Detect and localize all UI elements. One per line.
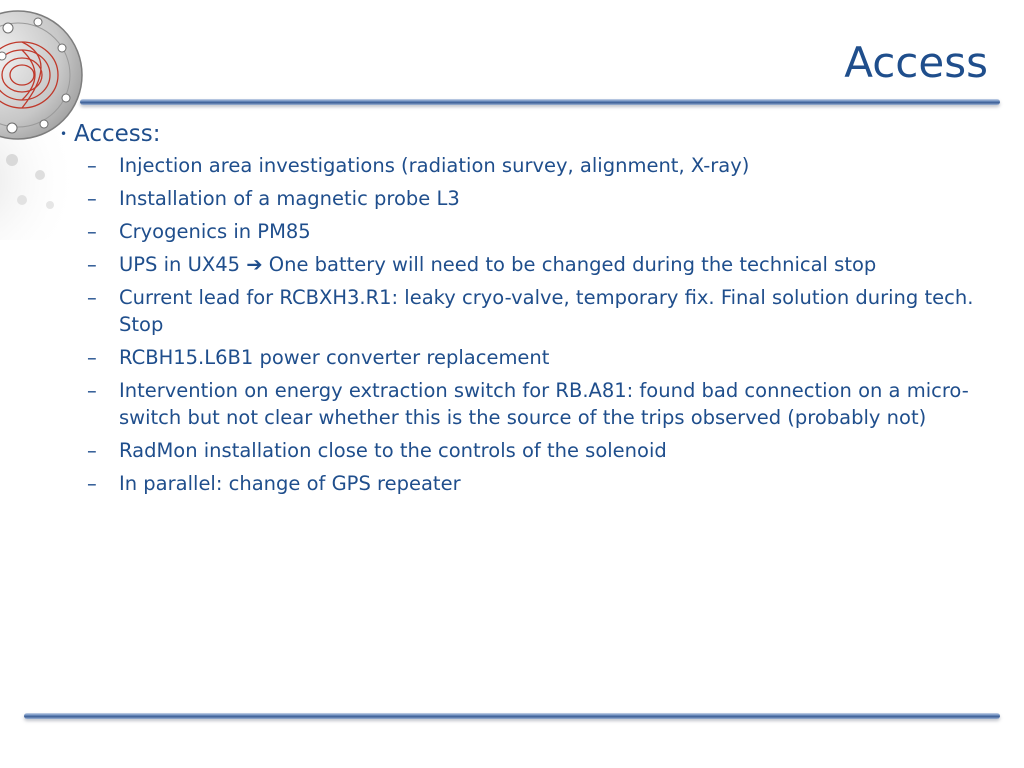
list-item [60,284,995,338]
list-item-text: RCBH15.L6B1 power converter replacement [119,346,550,369]
dash-bullet: – [87,220,97,243]
list-item-text: Cryogenics in PM85 [119,220,311,243]
list-item [60,437,995,464]
list-item [60,344,995,371]
dash-bullet: – [87,187,97,210]
dash-bullet: – [87,379,97,402]
dash-bullet: – [87,253,97,276]
dash-bullet: – [87,439,97,462]
dash-bullet: – [87,154,97,177]
slide-title: Access [844,38,988,87]
list-item-text: In parallel: change of GPS repeater [119,472,461,495]
list-item-text: Intervention on energy extraction switch for RB.A81: found bad connection on a micro-switch but not clear whether this is the source of the trips observed (probably not) [119,379,969,429]
access-item-list [60,152,995,497]
list-item [60,251,995,278]
list-item [60,185,995,212]
list-item [60,218,995,245]
list-item-text-before: UPS in UX45 [119,253,247,276]
title-divider [80,99,1000,105]
list-item [60,377,995,431]
section-heading-text: Access: [74,121,161,147]
list-item-text: Current lead for RCBXH3.R1: leaky cryo-valve, temporary fix. Final solution during tech. Stop [119,286,974,336]
list-item-text: Injection area investigations (radiation survey, alignment, X-ray) [119,154,750,177]
section-heading [60,118,995,150]
dash-bullet: – [87,472,97,495]
list-item-text-after: One battery will need to be changed during the technical stop [262,253,877,276]
dash-bullet: – [87,286,97,309]
right-arrow-icon: ➔ [246,253,263,276]
list-item [60,152,995,179]
list-item-text: RadMon installation close to the controls of the solenoid [119,439,667,462]
list-item-text: Installation of a magnetic probe L3 [119,187,460,210]
footer-divider [24,713,1000,719]
list-item [60,470,995,497]
bullet-icon: • [60,127,68,141]
dash-bullet: – [87,346,97,369]
slide-content [60,118,995,503]
